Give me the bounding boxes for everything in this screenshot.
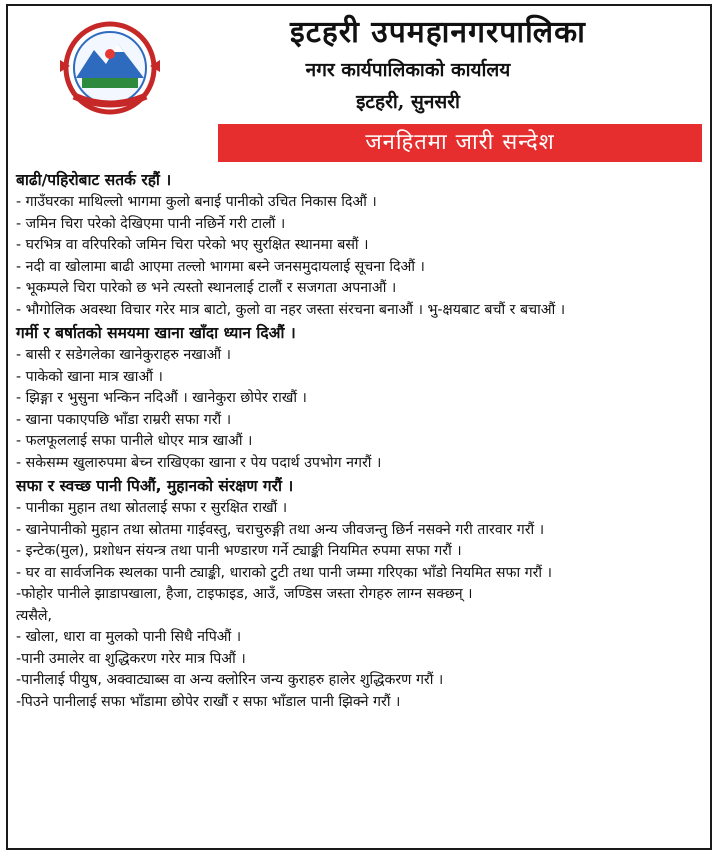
section-title: सफा र स्वच्छ पानी पिऔं, मुहानको संरक्षण गरौं । [16,477,294,495]
list-item: - भूकम्पले चिरा पारेको छ भने त्यस्तो स्थानलाई टालौं र सजगता अपनाऔं । [16,280,397,296]
notice-body [16,168,708,713]
section-food [16,321,708,474]
list-item: - खानेपानीको मुहान तथा स्रोतमा गाईवस्तु, चराचुरुङ्गी तथा अन्य जीवजन्तु छिर्न नसक्ने गरी तारवार गरौं । [16,521,545,538]
list-item: - फलफूललाई सफा पानीले धोएर मात्र खाऔं । [16,433,253,449]
list-item: -पिउने पानीलाई सफा भाँडामा छोपेर राखौं र सफा भाँडाल पानी झिक्ने गरौं । [16,693,401,710]
bullet-list [16,498,708,584]
list-item: - पानीका मुहान तथा स्रोतलाई सफा र सुरक्षित राखौं । [16,500,288,516]
list-item: - गाउँघरका माथिल्लो भागमा कुलो बनाई पानीको उचित निकास दिऔं । [16,194,377,210]
list-item: - घरभित्र वा वरिपरिको जमिन चिरा परेको भए सुरक्षित स्थानमा बसौं । [16,237,369,253]
section-water [16,474,708,713]
notice-header [8,6,710,155]
bullet-list [16,627,708,713]
list-item: - भौगोलिक अवस्था विचार गरेर मात्र बाटो, कुलो वा नहर जस्ता संरचना बनाऔं । भु-क्षयबाट बचौं र बचाऔं । [16,301,566,318]
list-item: - बासी र सडेगलेका खानेकुराहरु नखाऔं । [16,347,231,363]
section-landslide [16,168,708,321]
list-item: - पाकेको खाना मात्र खाऔं । [16,368,163,385]
therefore-label: त्यसैले, [16,607,53,624]
disease-warning: -फोहोर पानीले झाडापखाला, हैजा, टाइफाइड, आउँ, जण्डिस जस्ता रोगहरु लाग्न सक्छन् । [16,586,473,602]
office-name: नगर कार्यपालिकाको कार्यालय [305,59,511,81]
list-item: - जमिन चिरा परेको देखिएमा पानी नछिर्ने गरी टालौं । [16,215,286,232]
org-name: इटहरी उपमहानगरपालिका [290,15,586,50]
list-item: -पानीलाई पीयुष, अक्वाट्याब्स वा अन्य क्लोरिन जन्य कुराहरु हालेर शुद्धिकरण गरौं । [16,672,444,688]
list-item: - खोला, धारा वा मुलको पानी सिधै नपिऔं । [16,629,242,645]
list-item: - घर वा सार्वजनिक स्थलका पानी ट्याङ्की, धाराको टुटी तथा पानी जम्मा गरिएका भाँडो नियमित सफा गरौं । [16,564,552,581]
bullet-list [16,345,708,474]
list-item: - खाना पकाएपछि भाँडा राम्ररी सफा गरौं । [16,411,232,428]
office-location: इटहरी, सुनसरी [356,91,460,113]
municipality-emblem-icon [54,20,166,116]
list-item: - इन्टेक(मुल), प्रशोधन संयन्त्र तथा पानी भण्डारण गर्ने ट्याङ्की नियमित रुपमा सफा गरौं । [16,543,462,559]
notice-banner: जनहितमा जारी सन्देश [218,124,702,162]
list-item: - सकेसम्म खुलारुपमा बेच्न राखिएका खाना र पेय पदार्थ उपभोग नगरौं । [16,454,382,471]
list-item: -पानी उमालेर वा शुद्धिकरण गरेर मात्र पिऔं । [16,650,246,667]
section-title: गर्मी र बर्षातको समयमा खाना खाँदा ध्यान दिऔं । [16,324,296,342]
list-item: - नदी वा खोलामा बाढी आएमा तल्लो भागमा बस्ने जनसमुदायलाई सूचना दिऔं । [16,258,425,275]
bullet-list [16,192,708,321]
public-notice [6,4,712,850]
list-item: - झिङ्गा र भुसुना भन्किन नदिऔं । खानेकुरा छोपेर राखौं । [16,390,307,406]
section-title: बाढी/पहिरोबाट सतर्क रहौं । [16,171,172,189]
